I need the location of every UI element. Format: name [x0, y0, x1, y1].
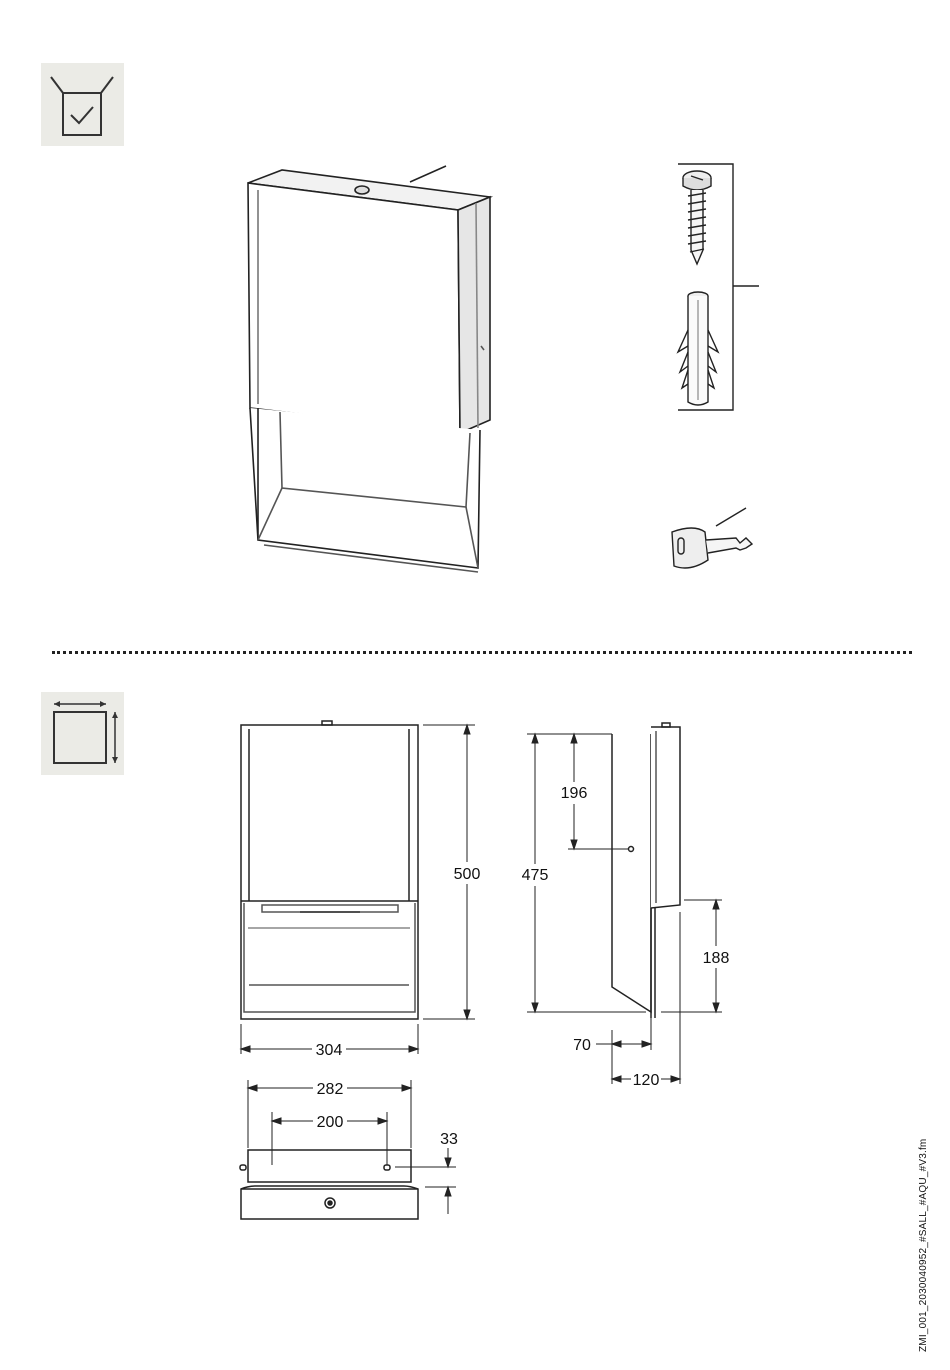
dimension-top-hole-spacing: 200 [316, 1114, 344, 1131]
dimension-side-lower-height: 188 [702, 950, 730, 967]
dispenser-perspective-illustration [248, 166, 490, 572]
screw-and-wall-plug-illustration [678, 164, 759, 410]
dimension-side-depth-inner: 70 [573, 1037, 591, 1054]
top-view-drawing [240, 1150, 418, 1219]
front-view-drawing [241, 721, 418, 1019]
key-illustration [672, 508, 752, 568]
dimension-top-outer-width: 282 [316, 1081, 344, 1098]
dimension-side-height: 475 [521, 867, 549, 884]
file-reference: ZMI_001_2030040952_#SALL_#AQU_#V3.fm [918, 1138, 929, 1352]
dimension-side-depth-total: 120 [632, 1072, 660, 1089]
dimension-top-hole-offset: 33 [440, 1131, 458, 1148]
dimension-front-height: 500 [453, 866, 481, 883]
dimension-front-width: 304 [315, 1042, 343, 1059]
side-view-drawing [612, 723, 680, 1018]
dimension-side-upper-offset: 196 [560, 785, 588, 802]
